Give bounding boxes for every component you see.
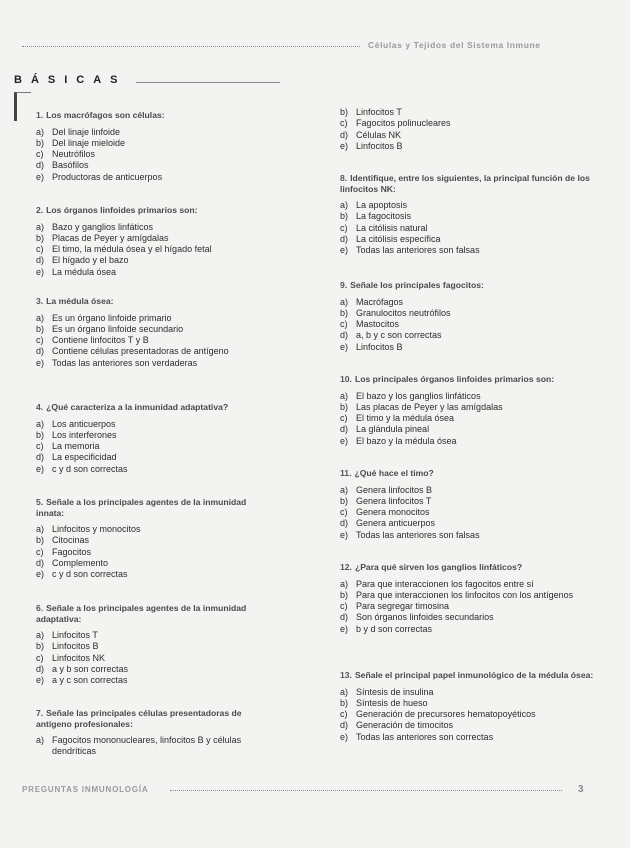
question-number: 4.: [36, 402, 44, 412]
answer-option: [36, 127, 274, 138]
running-footer: PREGUNTAS INMUNOLOGÍA: [22, 785, 149, 794]
answer-option: [340, 141, 596, 152]
option-text: Granulocitos neutrófilos: [356, 307, 451, 318]
answer-option: [36, 346, 274, 357]
option-text: La citólisis natural: [356, 222, 428, 233]
option-text: Mastocitos: [356, 319, 400, 330]
option-text: Generación de precursores hematopoyéticos: [356, 709, 536, 720]
answer-option: [340, 518, 596, 529]
question-number: 5.: [36, 497, 44, 507]
answer-option: [36, 335, 274, 346]
option-letter: a): [36, 221, 45, 232]
option-letter: c): [340, 222, 348, 233]
option-letter: d): [36, 558, 45, 569]
question-text: Señale a los principales agentes de la inmunidad adaptativa:: [36, 603, 247, 624]
option-text: Síntesis de insulina: [356, 686, 434, 697]
answer-option: [340, 698, 596, 709]
header-rule: [22, 46, 360, 47]
question-block: [36, 497, 274, 581]
question-text: Los macrófagos son células:: [46, 110, 165, 120]
answer-option: [340, 579, 596, 590]
option-letter: d): [340, 720, 349, 731]
answer-options: [36, 419, 274, 475]
question-number: 3.: [36, 296, 44, 306]
question-stem: [340, 280, 596, 291]
question-block: [36, 708, 274, 758]
option-letter: e): [36, 266, 45, 277]
option-text: Para que interaccionen los fagocitos entre sí: [356, 578, 534, 589]
option-text: Fagocitos mononucleares, linfocitos B y células dendríticas: [52, 735, 242, 757]
answer-options: [340, 297, 596, 353]
answer-option: [340, 485, 596, 496]
answer-option: [36, 358, 274, 369]
answer-option: [36, 255, 274, 266]
answer-options: [340, 485, 596, 541]
question-block: [36, 603, 274, 687]
question-stem: [340, 173, 596, 194]
answer-option: [340, 330, 596, 341]
option-letter: e): [36, 463, 45, 474]
section-title: BÁSICAS: [14, 74, 127, 86]
option-text: Del linaje mieloide: [52, 137, 126, 148]
answer-option: [36, 267, 274, 278]
answer-option: [340, 130, 596, 141]
option-text: Todas las anteriores son falsas: [356, 529, 480, 540]
answer-options: [340, 579, 596, 635]
answer-option: [36, 222, 274, 233]
answer-options: [36, 630, 274, 686]
option-letter: c): [36, 149, 44, 160]
option-text: La médula ósea: [52, 266, 117, 277]
question-text: La médula ósea:: [46, 296, 114, 306]
option-letter: e): [340, 341, 349, 352]
option-text: Fagocitos polinucleares: [356, 118, 451, 129]
answer-option: [36, 735, 274, 758]
answer-option: [340, 709, 596, 720]
option-letter: b): [340, 495, 349, 506]
option-text: La fagocitosis: [356, 211, 412, 222]
option-letter: a): [340, 390, 349, 401]
answer-options: [36, 524, 274, 580]
option-text: b y d son correctas: [356, 623, 433, 634]
option-letter: c): [36, 335, 44, 346]
option-text: Citocinas: [52, 535, 90, 546]
answer-option: [340, 245, 596, 256]
question-text: ¿Para qué sirven los ganglios linfáticos?: [354, 562, 523, 572]
answer-option: [340, 413, 596, 424]
option-letter: c): [340, 413, 348, 424]
answer-option: [36, 244, 274, 255]
option-letter: d): [340, 518, 349, 529]
answer-option: [36, 675, 274, 686]
option-text: Complemento: [52, 558, 109, 569]
answer-option: [340, 342, 596, 353]
option-letter: a): [36, 418, 45, 429]
option-text: Genera linfocitos B: [356, 484, 433, 495]
answer-option: [36, 452, 274, 463]
option-text: La citólisis específica: [356, 234, 441, 245]
option-letter: c): [340, 601, 348, 612]
option-text: La memoria: [52, 441, 100, 452]
answer-option: [36, 172, 274, 183]
option-text: Los interferones: [52, 429, 117, 440]
question-stem: [36, 708, 274, 729]
answer-option: [36, 160, 274, 171]
option-text: El bazo y la médula ósea: [356, 435, 457, 446]
question-stem: [340, 562, 596, 573]
answer-option: [36, 324, 274, 335]
answer-option: [340, 507, 596, 518]
option-text: a, b y c son correctas: [356, 330, 442, 341]
answer-option: [36, 313, 274, 324]
option-letter: e): [340, 245, 349, 256]
answer-option: [36, 641, 274, 652]
option-text: Las placas de Peyer y las amígdalas: [356, 401, 503, 412]
answer-options: [340, 391, 596, 447]
answer-option: [340, 601, 596, 612]
option-text: Son órganos linfoides secundarios: [356, 612, 494, 623]
question-stem: [36, 402, 274, 413]
option-letter: a): [340, 686, 349, 697]
option-letter: b): [36, 232, 45, 243]
option-letter: e): [340, 140, 349, 151]
option-letter: c): [340, 319, 348, 330]
question-text: Señale los principales fagocitos:: [350, 280, 484, 290]
option-text: a y c son correctas: [52, 675, 128, 686]
option-text: Genera linfocitos T: [356, 495, 432, 506]
question-number: 9.: [340, 280, 348, 290]
option-letter: a): [340, 200, 349, 211]
option-letter: b): [340, 697, 349, 708]
answer-option: [340, 107, 596, 118]
option-letter: a): [36, 524, 45, 535]
answer-option: [340, 211, 596, 222]
answer-option: [340, 624, 596, 635]
option-text: Todas las anteriores son correctas: [356, 731, 494, 742]
option-letter: b): [340, 211, 349, 222]
question-block: [340, 280, 596, 353]
answer-option: [340, 530, 596, 541]
option-letter: e): [340, 529, 349, 540]
question-number: 2.: [36, 205, 44, 215]
option-text: Placas de Peyer y amígdalas: [52, 232, 169, 243]
option-text: Linfocitos T: [52, 630, 98, 641]
answer-options: [340, 200, 596, 256]
option-letter: d): [36, 346, 45, 357]
running-header: Células y Tejidos del Sistema Inmune: [368, 40, 541, 50]
answer-option: [36, 464, 274, 475]
answer-option: [340, 590, 596, 601]
option-letter: e): [36, 171, 45, 182]
question-block: [36, 296, 274, 369]
answer-option: [36, 524, 274, 535]
answer-option: [36, 430, 274, 441]
answer-option: [36, 569, 274, 580]
option-text: La glándula pineal: [356, 424, 430, 435]
option-letter: c): [340, 118, 348, 129]
answer-option: [36, 558, 274, 569]
section-title-rule: [136, 82, 280, 83]
option-text: c y d son correctas: [52, 463, 128, 474]
option-letter: d): [36, 452, 45, 463]
answer-option: [340, 319, 596, 330]
question-continuation: [340, 107, 596, 152]
option-letter: b): [340, 589, 349, 600]
answer-options: [36, 127, 274, 183]
question-stem: [36, 603, 274, 624]
page-number: 3: [578, 784, 584, 795]
option-text: Contiene células presentadoras de antígeno: [52, 346, 229, 357]
question-stem: [36, 497, 274, 518]
option-text: Todas las anteriores son verdaderas: [52, 357, 198, 368]
option-text: Bazo y ganglios linfáticos: [52, 221, 154, 232]
question-block: [340, 468, 596, 541]
answer-option: [340, 687, 596, 698]
question-number: 7.: [36, 708, 44, 718]
question-stem: [36, 110, 274, 121]
option-letter: a): [340, 296, 349, 307]
question-text: Señale a los principales agentes de la inmunidad innata:: [36, 497, 247, 518]
option-text: Todas las anteriores son falsas: [356, 245, 480, 256]
footer-rule: [170, 790, 562, 791]
question-block: [36, 402, 274, 475]
option-letter: d): [340, 330, 349, 341]
option-text: Basófilos: [52, 160, 89, 171]
option-text: Linfocitos B: [356, 140, 403, 151]
answer-option: [36, 630, 274, 641]
option-letter: e): [340, 435, 349, 446]
answer-option: [340, 308, 596, 319]
answer-option: [36, 419, 274, 430]
option-letter: d): [340, 129, 349, 140]
answer-option: [340, 732, 596, 743]
option-text: Para que interaccionen los linfocitos con los antígenos: [356, 589, 574, 600]
question-text: Los principales órganos linfoides primarios son:: [354, 374, 555, 384]
option-text: El bazo y los ganglios linfáticos: [356, 390, 481, 401]
answer-options: [340, 687, 596, 743]
option-text: Es un órgano linfoide secundario: [52, 323, 184, 334]
option-text: Genera anticuerpos: [356, 518, 436, 529]
option-text: Linfocitos B: [356, 341, 403, 352]
question-number: 11.: [340, 468, 352, 478]
question-text: Señale el principal papel inmunológico de la médula ósea:: [354, 670, 594, 680]
question-stem: [36, 296, 274, 307]
option-text: Productoras de anticuerpos: [52, 171, 163, 182]
answer-option: [340, 391, 596, 402]
answer-option: [340, 200, 596, 211]
question-number: 8.: [340, 173, 348, 183]
option-letter: d): [340, 424, 349, 435]
option-text: Del linaje linfoide: [52, 126, 121, 137]
option-text: Los anticuerpos: [52, 418, 116, 429]
option-text: Para segregar timosina: [356, 601, 450, 612]
answer-option: [36, 653, 274, 664]
option-letter: a): [36, 312, 45, 323]
option-text: Genera monocitos: [356, 507, 430, 518]
option-text: c y d son correctas: [52, 569, 128, 580]
option-text: El hígado y el bazo: [52, 255, 129, 266]
answer-option: [340, 612, 596, 623]
option-letter: d): [36, 664, 45, 675]
question-block: [340, 562, 596, 635]
option-letter: c): [36, 441, 44, 452]
answer-option: [340, 234, 596, 245]
question-number: 10.: [340, 374, 352, 384]
option-letter: b): [340, 107, 349, 117]
section-bracket-decoration: [14, 92, 31, 121]
answer-option: [36, 441, 274, 452]
option-letter: e): [36, 569, 45, 580]
option-text: a y b son correctas: [52, 664, 129, 675]
question-number: 12.: [340, 562, 352, 572]
option-letter: a): [36, 126, 45, 137]
option-text: La apoptosis: [356, 200, 408, 211]
question-number: 13.: [340, 670, 352, 680]
answer-option: [36, 535, 274, 546]
option-letter: d): [36, 255, 45, 266]
option-text: Linfocitos y monocitos: [52, 524, 141, 535]
question-stem: [340, 670, 596, 681]
option-letter: b): [36, 137, 45, 148]
answer-option: [36, 547, 274, 558]
option-text: Linfocitos NK: [52, 652, 106, 663]
option-letter: e): [36, 675, 45, 686]
answer-options: [340, 107, 596, 152]
option-letter: a): [340, 484, 349, 495]
option-letter: c): [340, 507, 348, 518]
option-text: Contiene linfocitos T y B: [52, 335, 149, 346]
answer-option: [36, 233, 274, 244]
answer-option: [340, 424, 596, 435]
answer-option: [36, 664, 274, 675]
option-letter: e): [340, 731, 349, 742]
question-text: Señale las principales células presentadoras de antígeno profesionales:: [36, 708, 242, 729]
answer-option: [340, 436, 596, 447]
option-text: Neutrófilos: [52, 149, 96, 160]
option-text: Generación de timocitos: [356, 720, 454, 731]
answer-options: [36, 222, 274, 278]
question-text: ¿Qué hace el timo?: [354, 468, 434, 478]
option-letter: d): [36, 160, 45, 171]
question-stem: [36, 205, 274, 216]
option-letter: c): [36, 244, 44, 255]
option-letter: d): [340, 234, 349, 245]
option-letter: d): [340, 612, 349, 623]
question-number: 1.: [36, 110, 44, 120]
option-letter: b): [340, 401, 349, 412]
option-letter: b): [36, 323, 45, 334]
option-text: Linfocitos B: [52, 641, 99, 652]
question-text: Identifique, entre los siguientes, la principal función de los linfocitos NK:: [340, 173, 590, 194]
answer-option: [340, 297, 596, 308]
option-letter: b): [340, 307, 349, 318]
option-letter: a): [36, 735, 45, 746]
question-block: [36, 110, 274, 183]
option-letter: b): [36, 429, 45, 440]
answer-option: [36, 138, 274, 149]
answer-option: [340, 223, 596, 234]
option-letter: a): [340, 578, 349, 589]
option-text: Células NK: [356, 129, 402, 140]
question-block: [340, 670, 596, 743]
question-stem: [340, 374, 596, 385]
question-block: [340, 374, 596, 447]
option-letter: b): [36, 535, 45, 546]
option-letter: c): [36, 546, 44, 557]
option-letter: b): [36, 641, 45, 652]
option-letter: a): [36, 630, 45, 641]
option-text: Macrófagos: [356, 296, 404, 307]
option-text: Linfocitos T: [356, 107, 402, 117]
answer-option: [340, 118, 596, 129]
answer-option: [36, 149, 274, 160]
answer-option: [340, 720, 596, 731]
question-number: 6.: [36, 603, 44, 613]
answer-option: [340, 402, 596, 413]
option-letter: e): [36, 357, 45, 368]
option-text: El timo, la médula ósea y el hígado fetal: [52, 244, 212, 255]
answer-option: [340, 496, 596, 507]
question-block: [340, 173, 596, 257]
option-letter: e): [340, 623, 349, 634]
option-text: La especificidad: [52, 452, 117, 463]
question-text: Los órganos linfoides primarios son:: [46, 205, 198, 215]
option-letter: c): [36, 652, 44, 663]
option-letter: c): [340, 709, 348, 720]
option-text: Fagocitos: [52, 546, 92, 557]
question-stem: [340, 468, 596, 479]
answer-options: [36, 313, 274, 369]
question-text: ¿Qué caracteriza a la inmunidad adaptativa?: [46, 402, 229, 412]
option-text: Es un órgano linfoide primario: [52, 312, 172, 323]
answer-options: [36, 735, 274, 758]
question-block: [36, 205, 274, 278]
option-text: El timo y la médula ósea: [356, 413, 455, 424]
option-text: Síntesis de hueso: [356, 697, 428, 708]
